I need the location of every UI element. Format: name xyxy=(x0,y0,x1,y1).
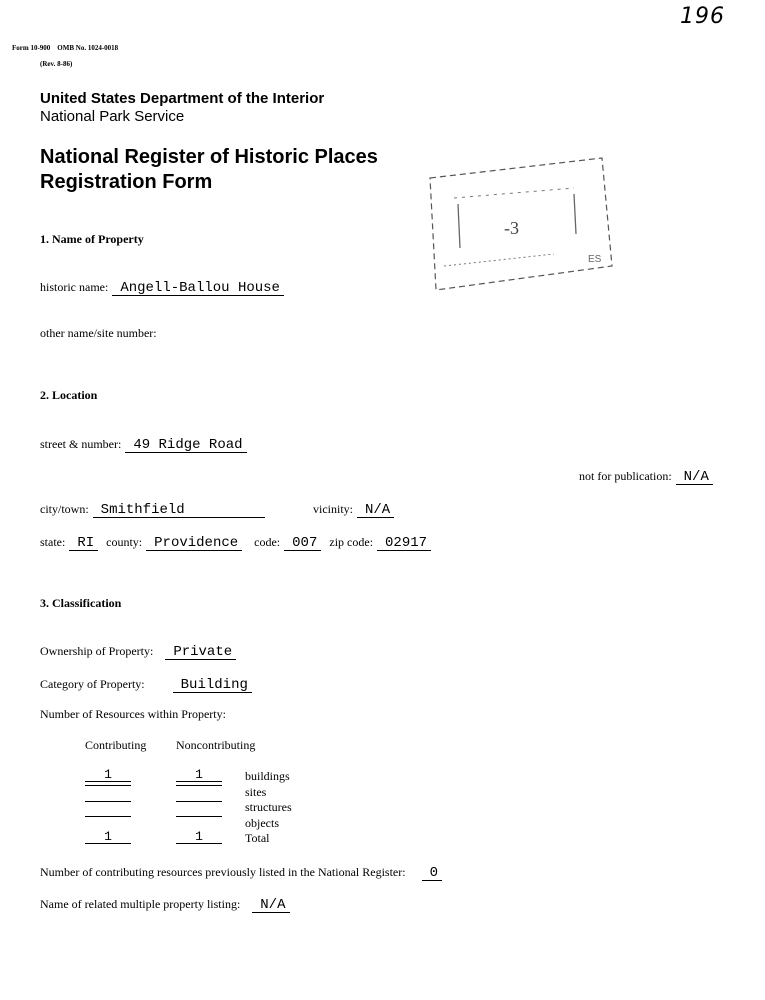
form-title-line1: National Register of Historic Places xyxy=(40,146,378,168)
received-stamp xyxy=(424,154,614,292)
handwritten-page-number: 196 xyxy=(680,4,725,29)
vicinity-row xyxy=(313,500,394,518)
not-for-publication-row xyxy=(579,467,713,485)
row-label-objects: objects xyxy=(245,816,279,830)
objects-noncontributing xyxy=(176,816,222,817)
street-value: 49 Ridge Road xyxy=(125,439,246,453)
department-name: United States Department of the Interior xyxy=(40,90,325,107)
category-value: Building xyxy=(173,679,252,693)
buildings-contributing: 1 xyxy=(85,769,131,782)
omb-number: OMB No. 1024-0018 xyxy=(57,44,119,52)
not-for-publication-value: N/A xyxy=(676,471,713,485)
section-2-heading: 2. Location xyxy=(40,388,98,402)
form-id xyxy=(12,44,118,52)
agency-service: National Park Service xyxy=(40,108,185,125)
state-label: state: xyxy=(40,535,66,549)
row-label-buildings: buildings xyxy=(245,769,290,783)
state-value: RI xyxy=(69,537,98,551)
historic-name-label: historic name: xyxy=(40,280,109,294)
multiple-listing-row xyxy=(40,895,290,913)
zip-label: zip code: xyxy=(329,535,374,549)
zip-value: 02917 xyxy=(377,537,431,551)
structures-noncontributing xyxy=(176,801,222,802)
total-contributing: 1 xyxy=(85,831,131,844)
previously-listed-value: 0 xyxy=(422,867,442,881)
objects-contributing xyxy=(85,816,131,817)
form-revision: (Rev. 8-86) xyxy=(40,60,73,68)
category-label: Category of Property: xyxy=(40,677,145,691)
total-noncontributing: 1 xyxy=(176,831,222,844)
previously-listed-row xyxy=(40,863,442,881)
form-id-text: Form 10-900 xyxy=(12,44,51,52)
code-value: 007 xyxy=(284,537,321,551)
category-row xyxy=(40,675,252,693)
sites-noncontributing xyxy=(176,785,222,786)
other-name-label: other name/site number: xyxy=(40,326,157,340)
section-1-heading: 1. Name of Property xyxy=(40,232,144,246)
multiple-listing-label: Name of related multiple property listing: xyxy=(40,897,241,911)
stamp-fragment: ES xyxy=(588,254,602,265)
street-label: street & number: xyxy=(40,437,122,451)
city-row xyxy=(40,500,265,518)
noncontributing-header: Noncontributing xyxy=(176,738,256,752)
buildings-noncontributing: 1 xyxy=(176,769,222,782)
ownership-label: Ownership of Property: xyxy=(40,644,154,658)
city-label: city/town: xyxy=(40,502,89,516)
code-label: code: xyxy=(254,535,281,549)
ownership-row xyxy=(40,642,236,660)
historic-name-value: Angell-Ballou House xyxy=(112,282,284,296)
city-value: Smithfield xyxy=(93,504,265,518)
form-title-line2: Registration Form xyxy=(40,171,213,193)
historic-name-row xyxy=(40,278,284,296)
vicinity-label: vicinity: xyxy=(313,502,353,516)
street-row xyxy=(40,435,247,453)
multiple-listing-value: N/A xyxy=(252,899,289,913)
section-3-heading: 3. Classification xyxy=(40,596,122,610)
previously-listed-label: Number of contributing resources previously listed in the National Register: xyxy=(40,865,406,879)
county-value: Providence xyxy=(146,537,242,551)
structures-contributing xyxy=(85,801,131,802)
county-label: county: xyxy=(106,535,143,549)
row-label-sites: sites xyxy=(245,785,267,799)
state-county-row xyxy=(40,533,431,551)
contributing-header: Contributing xyxy=(85,738,147,752)
agency-department xyxy=(40,90,324,107)
not-for-publication-label: not for publication: xyxy=(579,469,672,483)
row-label-structures: structures xyxy=(245,800,292,814)
ownership-value: Private xyxy=(165,646,236,660)
resources-label: Number of Resources within Property: xyxy=(40,707,226,721)
sites-contributing xyxy=(85,785,131,786)
row-label-total: Total xyxy=(245,831,270,845)
stamp-mark: -3 xyxy=(504,218,519,238)
vicinity-value: N/A xyxy=(357,504,394,518)
